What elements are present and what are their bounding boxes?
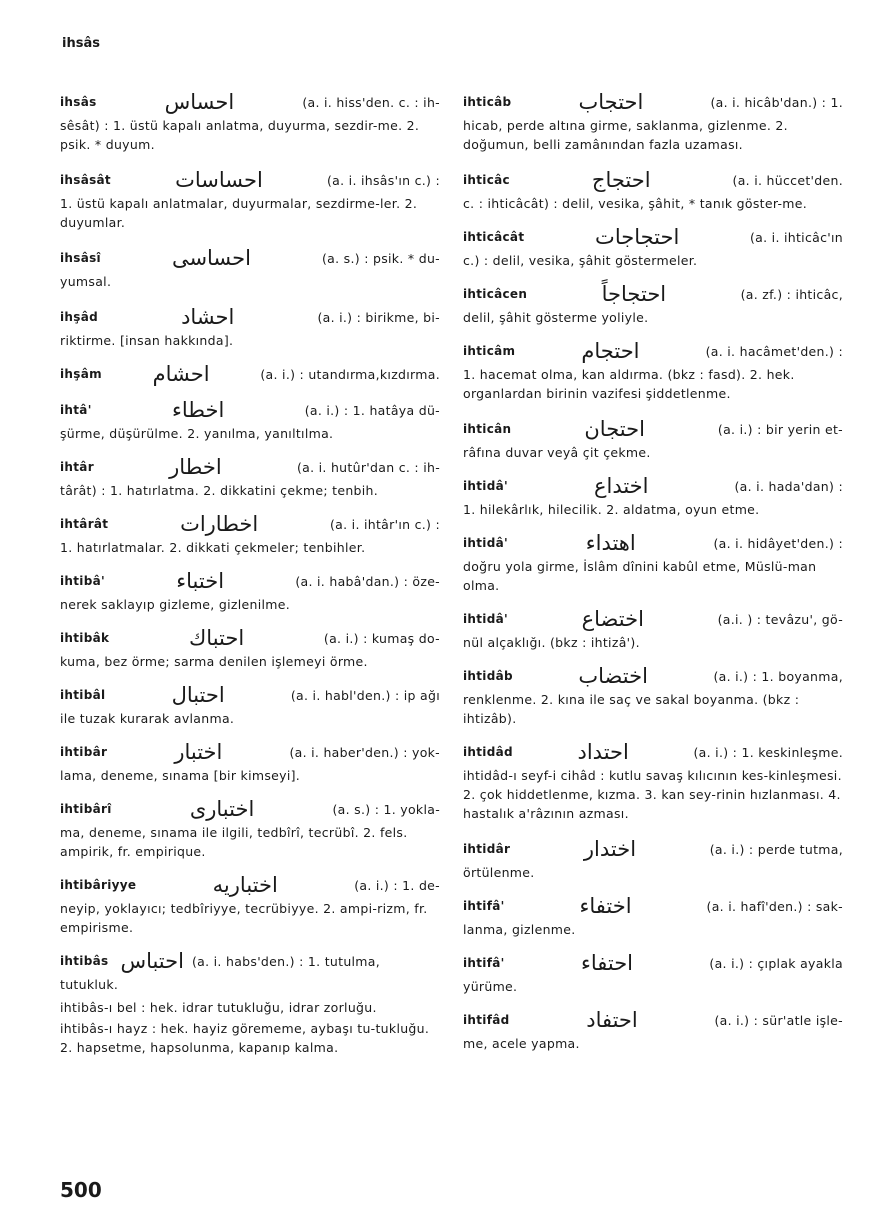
definition-text: yürüme. [463,979,518,994]
dictionary-entry [60,362,440,386]
definition-text: 1. hilekârlık, hilecilik. 2. aldatma, oyun etme. [463,502,760,517]
headword: ihticâc [463,173,510,187]
entry-head [463,339,843,363]
headword: ihtibâs [60,954,109,968]
headword: ihsâsî [60,251,101,265]
grammar-note: (a. i. hicâb'dan.) : 1. [710,94,843,110]
arabic-script: احتباس [120,949,184,973]
grammar-note: (a. i.) : kumaş do- [323,630,440,646]
headword: ihtidâ' [463,479,508,493]
dictionary-entry [463,417,843,462]
arabic-script: اهتداء [585,531,636,555]
arabic-script: اختبارى [189,797,255,821]
arabic-script: احتبال [171,683,225,707]
entry-head [60,949,440,973]
headword: ihtâr [60,460,94,474]
dictionary-entry [60,398,440,443]
entry-head [60,168,440,192]
headword: ihtifâ' [463,899,505,913]
dictionary-entry [463,474,843,519]
grammar-note: (a.i. ) : tevâzu', gö- [717,611,843,627]
dictionary-entry [60,305,440,350]
headword: ihtifâ' [463,956,505,970]
dictionary-entry [463,225,843,270]
definition-text: tutukluk. [60,977,119,992]
running-head: ihsâs [62,36,100,51]
entry-head [60,398,440,422]
definition-text: yumsal. [60,274,112,289]
grammar-note: (a. i. habl'den.) : ip ağı [290,687,440,703]
headword: ihşâd [60,310,98,324]
headword: ihticâm [463,344,516,358]
entry-head [60,90,440,114]
grammar-note: (a. i.) : 1. de- [354,877,440,893]
definition-text: neyip, yoklayıcı; tedbîriyye, tecrübiyye. 2. ampi-rizm, fr. empirisme. [60,901,428,935]
dictionary-entry [60,512,440,557]
arabic-script: اخطارات [180,512,259,536]
headword: ihtidâd [463,745,513,759]
dictionary-entry [463,1008,843,1053]
arabic-script: اختفاء [579,894,632,918]
headword: ihtârât [60,517,109,531]
entry-head [463,894,843,918]
arabic-script: احتجاج [591,168,651,192]
entry-head [60,569,440,593]
grammar-note: (a. i. habs'den.) : 1. tutulma, [191,953,381,969]
entry-head [463,282,843,306]
entry-head [463,951,843,975]
definition-text: delil, şâhit gösterme yoliyle. [463,310,649,325]
dictionary-entry [60,168,440,232]
headword: ihticân [463,422,512,436]
dictionary-entry [60,740,440,785]
dictionary-entry [463,837,843,882]
definition-text: doğru yola girme, İslâm dînini kabûl etme, Müslü-man olma. [463,559,817,593]
arabic-script: احتداد [577,740,629,764]
dictionary-entry [60,1019,440,1057]
grammar-note: (a. i. hüccet'den. [732,172,843,188]
entry-head [60,873,440,897]
entry-head [463,1008,843,1032]
subentry-text: ihtidâd-ı seyf-i cihâd : kutlu savaş kılıcının kes-kinleşmesi. 2. çok hiddetlenme, kızma. 3. kan sey-rinin hızlanması. 4. hastalık a'râzının azması. [463,768,842,821]
entry-head [463,90,843,114]
definition-text: ile tuzak kurarak avlanma. [60,711,235,726]
dictionary-entry [463,740,843,764]
dictionary-entry [463,766,843,823]
dictionary-entry [60,998,440,1017]
arabic-script: اختضاب [578,664,648,688]
arabic-script: اختداع [593,474,649,498]
headword: ihtibâl [60,688,106,702]
definition-text: 1. hacemat olma, kan aldırma. (bkz : fasd). 2. hek. organlardan birinin vazifesi şiddetlenme. [463,367,795,401]
grammar-note: (a. i. hutûr'dan c. : ih- [296,459,440,475]
arabic-script: احتجان [584,417,645,441]
definition-text: nerek saklayıp gizleme, gizlenilme. [60,597,290,612]
headword: ihsâsât [60,173,111,187]
grammar-note: (a. i.) : utandırma,kızdırma. [260,366,440,382]
entry-head [60,626,440,650]
arabic-script: اختباء [176,569,225,593]
headword: ihtibâriyye [60,878,137,892]
dictionary-entry [60,246,440,291]
entry-head [463,531,843,555]
definition-text: şürme, düşürülme. 2. yanılma, yanıltılma. [60,426,334,441]
headword: ihtidâ' [463,612,508,626]
dictionary-entry [463,531,843,595]
arabic-script: احتجاب [578,90,644,114]
definition-text: kuma, bez örme; sarma denilen işlemeyi örme. [60,654,368,669]
entry-head [60,683,440,707]
dictionary-entry [60,683,440,728]
entry-head [60,797,440,821]
grammar-note: (a. i.) : birikme, bi- [317,309,440,325]
grammar-note: (a. i. ihticâc'ın [749,229,843,245]
grammar-note: (a. i.) : perde tutma, [709,841,843,857]
definition-text: sêsât) : 1. üstü kapalı anlatma, duyurma, sezdir-me. 2. psik. * duyum. [60,118,420,152]
entry-head [60,305,440,329]
definition-text: 1. üstü kapalı anlatmalar, duyurmalar, sezdirme-ler. 2. duyumlar. [60,196,418,230]
arabic-script: اختبار [174,740,223,764]
definition-text: me, acele yapma. [463,1036,580,1051]
entry-head [463,417,843,441]
entry-head [60,512,440,536]
definition-text: ma, deneme, sınama ile ilgili, tedbîrî, tecrübî. 2. fels. ampirik, fr. empirique. [60,825,408,859]
arabic-script: احتجاجات [595,225,680,249]
definition-text: c.) : delil, vesika, şâhit göstermeler. [463,253,698,268]
entry-head [60,246,440,270]
definition-text: örtülenme. [463,865,535,880]
headword: ihtidâb [463,669,513,683]
grammar-note: (a. i.) : sür'atle işle- [714,1012,843,1028]
headword: ihşâm [60,367,102,381]
arabic-script: احشام [152,362,210,386]
dictionary-entry [463,664,843,728]
grammar-note: (a. i. habâ'dan.) : öze- [295,573,440,589]
definition-text: nül alçaklığı. (bkz : ihtizâ'). [463,635,640,650]
headword: ihticâcen [463,287,528,301]
definition-text: râfına duvar veyâ çit çekme. [463,445,651,460]
entry-head [463,837,843,861]
entry-head [463,474,843,498]
definition-text: 1. hatırlatmalar. 2. dikkati çekmeler; tenbihler. [60,540,366,555]
dictionary-entry [463,894,843,939]
dictionary-entry [60,873,440,937]
grammar-note: (a. i. hiss'den. c. : ih- [302,94,440,110]
entry-head [463,607,843,631]
arabic-script: احشاد [181,305,235,329]
grammar-note: (a. zf.) : ihticâc, [740,286,843,302]
entry-head [60,455,440,479]
grammar-note: (a. i. hafî'den.) : sak- [706,898,843,914]
definition-text: riktirme. [insan hakkında]. [60,333,234,348]
definition-text: lama, deneme, sınama [bir kimseyi]. [60,768,301,783]
right-column [463,90,843,1053]
definition-text: c. : ihticâcât) : delil, vesika, şâhit, * tanık göster-me. [463,196,808,211]
headword: ihtibâk [60,631,110,645]
dictionary-entry [463,282,843,327]
arabic-script: اختباريه [212,873,278,897]
arabic-script: اخطار [169,455,222,479]
headword: ihtidâr [463,842,511,856]
arabic-script: احتفاد [586,1008,638,1032]
dictionary-entry [60,569,440,614]
arabic-script: احساسات [175,168,263,192]
grammar-note: (a. i. hidâyet'den.) : [713,535,843,551]
dictionary-entry [60,797,440,861]
dictionary-entry [60,626,440,671]
definition-text: târât) : 1. hatırlatma. 2. dikkatini çekme; tenbih. [60,483,379,498]
headword: ihtifâd [463,1013,510,1027]
headword: ihticâcât [463,230,525,244]
dictionary-entry [463,90,843,154]
arabic-script: احتباك [188,626,245,650]
entry-head [463,225,843,249]
grammar-note: (a. s.) : 1. yokla- [332,801,440,817]
headword: ihticâb [463,95,512,109]
entry-head [60,362,440,386]
arabic-script: اختضاع [581,607,644,631]
entry-head [463,168,843,192]
entry-head [463,740,843,764]
headword: ihtâ' [60,403,92,417]
definition-text: renklenme. 2. kına ile saç ve sakal boyanma. (bkz : ihtizâb). [463,692,800,726]
dictionary-entry [463,339,843,403]
grammar-note: (a. i.) : 1. hatâya dü- [304,402,440,418]
dictionary-entry [463,168,843,213]
arabic-script: احساس [164,90,235,114]
arabic-script: اختدار [583,837,637,861]
definition-text: hicab, perde altına girme, saklanma, gizlenme. 2. doğumun, belli zamânından fazla uzaması. [463,118,788,152]
dictionary-entry [60,90,440,154]
left-column [60,90,440,1057]
dictionary-entry [463,951,843,996]
arabic-script: احساسى [171,246,251,270]
entry-head [463,664,843,688]
headword: ihtibârî [60,802,112,816]
definition-text: lanma, gizlenme. [463,922,576,937]
headword: ihtibâ' [60,574,105,588]
arabic-script: اخطاء [172,398,225,422]
arabic-script: احتجام [581,339,640,363]
subentry-text: ihtibâs-ı hayz : hek. hayiz görememe, aybaşı tu-tukluğu. 2. hapsetme, hapsolunma, kapanıp kalma. [60,1021,430,1055]
grammar-note: (a. i. ihtâr'ın c.) : [329,516,440,532]
grammar-note: (a. i.) : 1. boyanma, [713,668,843,684]
arabic-script: احتجاجاً [601,282,667,306]
grammar-note: (a. i.) : bir yerin et- [717,421,843,437]
dictionary-entry [60,455,440,500]
grammar-note: (a. i.) : 1. keskinleşme. [693,744,843,760]
subentry-text: ihtibâs-ı bel : hek. idrar tutukluğu, idrar zorluğu. [60,1000,377,1015]
headword: ihsâs [60,95,97,109]
headword: ihtibâr [60,745,108,759]
entry-head [60,740,440,764]
grammar-note: (a. i. hada'dan) : [734,478,843,494]
grammar-note: (a. s.) : psik. * du- [321,250,440,266]
dictionary-entry [463,607,843,652]
dictionary-entry [60,949,440,994]
grammar-note: (a. i.) : çıplak ayakla [709,955,843,971]
grammar-note: (a. i. ihsâs'ın c.) : [327,172,440,188]
page-number: 500 [60,1178,102,1202]
headword: ihtidâ' [463,536,508,550]
arabic-script: احتفاء [580,951,634,975]
grammar-note: (a. i. hacâmet'den.) : [705,343,843,359]
grammar-note: (a. i. haber'den.) : yok- [289,744,440,760]
